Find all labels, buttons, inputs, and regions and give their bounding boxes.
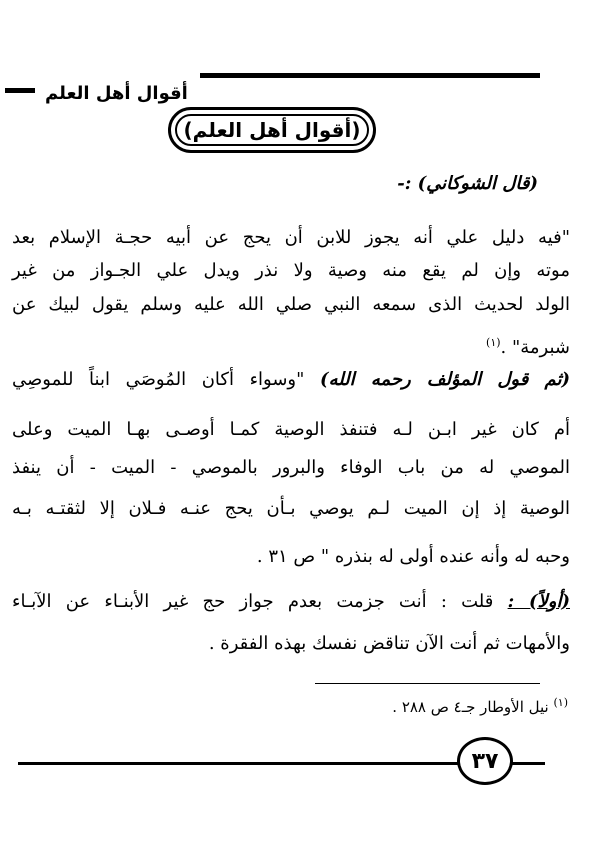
paragraph3-line-2: والأمهات ثم أنت الآن تناقض نفسك بهذه الفقرة . — [208, 633, 570, 654]
paragraph2-heading: (ثم قول المؤلف رحمه الله) — [320, 369, 570, 390]
paragraph3-label: (أولاً) : — [507, 591, 570, 612]
header-rule-left — [5, 88, 35, 93]
footnote-marker: (١) — [553, 696, 568, 709]
footnote-separator — [315, 683, 540, 684]
header-rule-right — [200, 73, 540, 78]
paragraph2-line-1 — [12, 368, 570, 392]
paragraph1-line-3: الولد لحديث الذى سمعه النبي صلي الله عليه وسلم يقول لبيك عن — [12, 294, 570, 315]
paragraph3-line-1-text: قلت : أنت جزمت بعدم جواز حج غير الأبنـاء عن الآبـاء — [12, 591, 494, 612]
page-number: ٣٧ — [457, 737, 513, 785]
footnote-text: نيل الأوطار جـ٤ ص ٢٨٨ . — [392, 698, 549, 716]
paragraph1-line-4 — [12, 331, 570, 360]
running-head: أقوال أهل العلم — [45, 83, 188, 104]
section-title-inner — [175, 114, 369, 146]
paragraph1-heading — [12, 172, 538, 196]
paragraph1-line-4-text: شبرمة" . — [500, 337, 570, 358]
paragraph1-heading-text: (قال الشوكاني) :- — [397, 173, 538, 194]
paragraph3-line-1 — [12, 590, 570, 614]
paragraph2-line-5: وحبه له وأنه عنده أولى له بنذره " ص ٣١ . — [256, 546, 570, 567]
paragraph2-line-1-text: "وسواء أكان المُوصَي ابناً للموصِي — [12, 369, 305, 390]
footnote-ref: (١) — [486, 336, 501, 349]
footer-rule-left — [18, 762, 458, 765]
footer-rule-right — [510, 762, 545, 765]
paragraph2-line-3: الموصي له من باب الوفاء والبرور بالموصي - الميت - أن ينفذ — [12, 457, 570, 478]
paragraph2-line-2: أم كان غير ابـن لـه فتنفذ الوصية كمـا أوصـى بهـا الميت وعلى — [12, 419, 570, 440]
paragraph1-line-2: موته وإن لم يقع منه وصية ولا نذر ويدل علي الجـواز من غير — [12, 260, 570, 281]
section-title-frame — [168, 107, 376, 153]
paragraph2-line-4: الوصية إذ إن الميت لـم يوصي بـأن يحج عنـه فـلان إلا لثقتـه بـه — [12, 498, 570, 519]
paragraph1-line-1: "فيه دليل علي أنه يجوز للابن أن يحج عن أبيه حجـة الإسلام بعد — [12, 227, 570, 248]
section-title: (أقوال أهل العلم) — [183, 118, 361, 142]
footnote — [392, 696, 568, 716]
